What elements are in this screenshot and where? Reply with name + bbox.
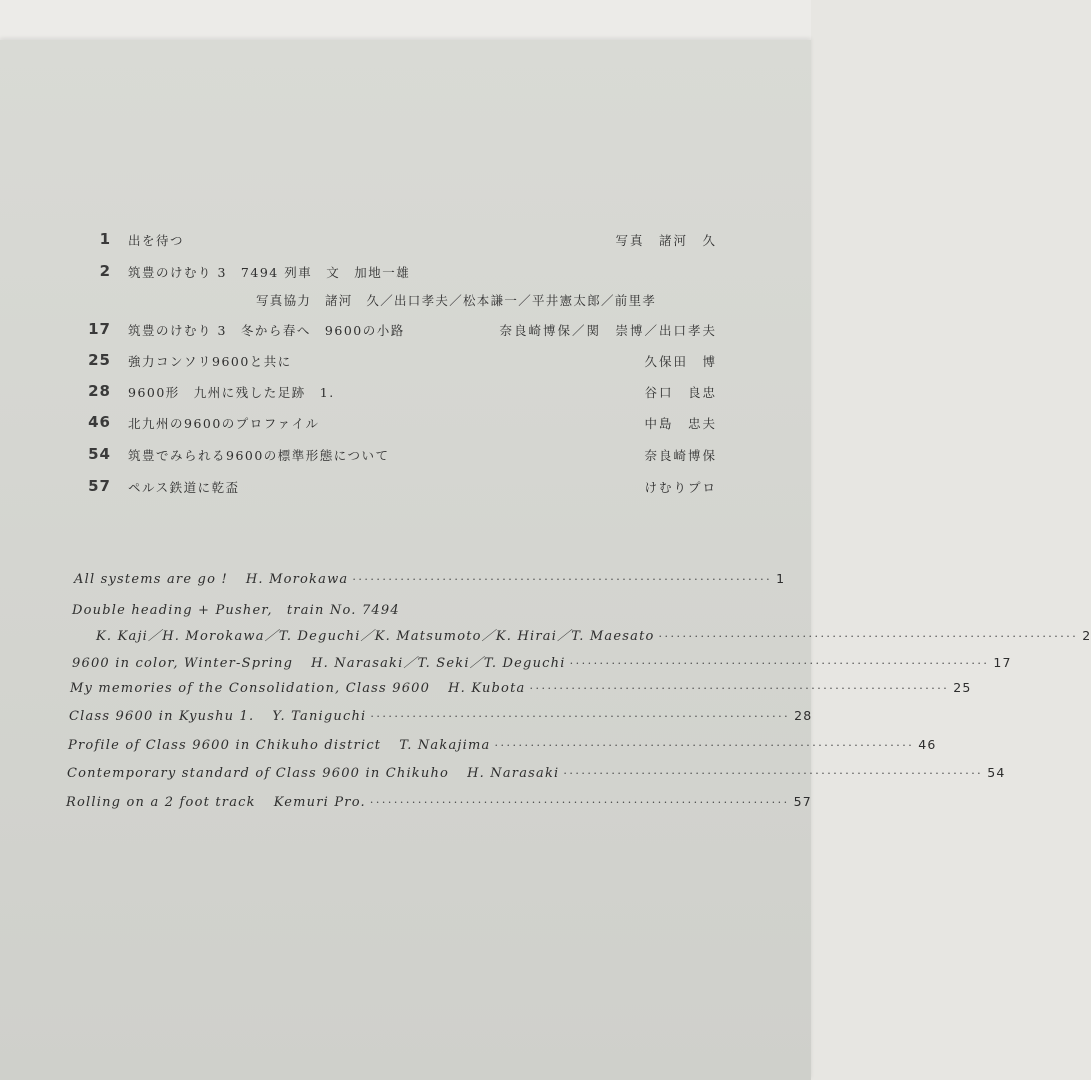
jp-entry bbox=[0, 445, 811, 467]
en-title: Rolling on a 2 foot track bbox=[66, 795, 256, 810]
en-author: H. Kubota bbox=[448, 681, 526, 696]
en-page-number: 1 bbox=[776, 571, 786, 586]
jp-credit-line bbox=[0, 290, 811, 312]
jp-page-number: 17 bbox=[88, 320, 111, 338]
en-title: Class 9600 in Kyushu 1. bbox=[69, 709, 255, 724]
en-entry bbox=[70, 680, 972, 700]
en-author: K. Kaji／H. Morokawa／T. Deguchi／K. Matsumoto／K. Hirai／T. Maesato bbox=[96, 629, 655, 644]
jp-title: ペルス鉄道に乾盃 bbox=[128, 480, 240, 495]
jp-title: 筑豊のけむり 3 冬から春へ 9600の小路 bbox=[128, 323, 405, 338]
jp-page-number: 2 bbox=[99, 262, 111, 280]
en-page-number: 57 bbox=[793, 794, 812, 809]
jp-entry bbox=[0, 413, 811, 435]
en-entry bbox=[69, 708, 813, 728]
jp-title: 北九州の9600のプロファイル bbox=[128, 416, 320, 431]
leader-dots: ······································································ bbox=[658, 630, 1079, 643]
jp-author: 奈良崎博保 bbox=[644, 448, 717, 463]
jp-author: 中島 忠夫 bbox=[644, 416, 717, 431]
en-author: H. Morokawa bbox=[245, 572, 349, 587]
leader-dots: ······································································ bbox=[563, 767, 984, 780]
en-author: H. Narasaki／T. Seki／T. Deguchi bbox=[311, 656, 566, 671]
jp-title: 9600形 九州に残した足跡 1. bbox=[128, 385, 335, 400]
jp-author: 写真 諸河 久 bbox=[615, 233, 717, 248]
jp-page-number: 54 bbox=[88, 445, 111, 463]
leader-dots: ······································································ bbox=[369, 796, 790, 809]
leader-dots: ······································································ bbox=[352, 573, 773, 586]
en-entry bbox=[67, 765, 1006, 785]
jp-author: けむりプロ bbox=[644, 480, 717, 495]
en-page-number: 28 bbox=[794, 708, 813, 723]
jp-author: 久保田 博 bbox=[644, 354, 717, 369]
en-author: Kemuri Pro. bbox=[273, 795, 366, 810]
jp-title: 筑豊でみられる9600の標準形態について bbox=[128, 448, 390, 463]
en-entry bbox=[72, 652, 1012, 672]
jp-entry bbox=[0, 262, 811, 284]
en-entry bbox=[66, 794, 812, 814]
jp-entry bbox=[0, 382, 811, 404]
jp-entry bbox=[0, 477, 811, 499]
en-page-number: 17 bbox=[993, 655, 1012, 670]
leader-dots: ······································································ bbox=[494, 739, 915, 752]
en-author: H. Narasaki bbox=[467, 766, 560, 781]
en-title: Profile of Class 9600 in Chikuho district bbox=[68, 738, 382, 753]
jp-title: 筑豊のけむり 3 7494 列車 文 加地一雄 bbox=[128, 265, 411, 280]
en-entry bbox=[74, 571, 786, 591]
contents-page bbox=[0, 40, 1091, 1080]
jp-author: 奈良崎博保／関 崇博／出口孝夫 bbox=[499, 323, 717, 338]
en-page-number: 46 bbox=[918, 737, 937, 752]
leader-dots: ······································································ bbox=[370, 710, 791, 723]
en-title: Double heading + Pusher, train No. 7494 bbox=[72, 603, 400, 618]
jp-page-number: 46 bbox=[88, 413, 111, 431]
leader-dots: ······································································ bbox=[569, 657, 990, 670]
leader-dots: ······································································ bbox=[529, 682, 950, 695]
jp-entry bbox=[0, 320, 811, 342]
jp-entry bbox=[0, 351, 811, 373]
en-entry bbox=[72, 599, 724, 619]
en-entry bbox=[68, 737, 937, 757]
jp-page-number: 57 bbox=[88, 477, 111, 495]
en-title: 9600 in color, Winter-Spring bbox=[72, 656, 294, 671]
jp-page-number: 25 bbox=[88, 351, 111, 369]
en-page-number: 2 bbox=[1082, 628, 1091, 643]
jp-title: 強力コンソリ9600と共に bbox=[128, 354, 292, 369]
jp-page-number: 28 bbox=[88, 382, 111, 400]
en-page-number: 25 bbox=[953, 680, 972, 695]
jp-photo-credit: 写真協力 諸河 久／出口孝夫／松本謙一／平井憲太郎／前里孝 bbox=[256, 293, 657, 308]
en-author: T. Nakajima bbox=[399, 738, 491, 753]
en-entry bbox=[96, 625, 1091, 645]
en-title: Contemporary standard of Class 9600 in Chikuho bbox=[67, 766, 450, 781]
jp-title: 出を待つ bbox=[128, 233, 185, 248]
en-title: My memories of the Consolidation, Class 9600 bbox=[70, 681, 431, 696]
top-background bbox=[0, 0, 811, 40]
en-author: Y. Taniguchi bbox=[272, 709, 367, 724]
jp-page-number: 1 bbox=[99, 230, 111, 248]
jp-entry bbox=[0, 230, 811, 252]
jp-author: 谷口 良忠 bbox=[644, 385, 717, 400]
en-title: All systems are go ! bbox=[74, 572, 228, 587]
en-page-number: 54 bbox=[987, 765, 1006, 780]
